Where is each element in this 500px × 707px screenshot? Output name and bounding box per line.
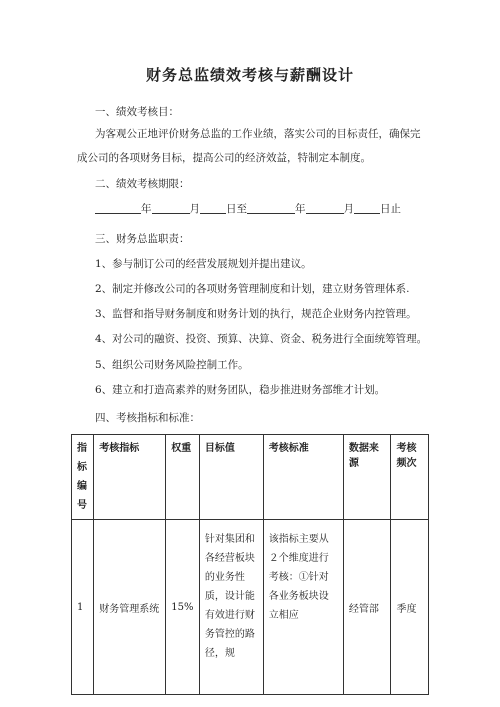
- period-label: 月: [189, 203, 200, 215]
- day-blank[interactable]: [354, 201, 380, 214]
- section1-paragraph: 为客观公正地评价财务总监的工作业绩，落实公司的目标责任，确保完成公司的各项财务目标，提高公司的经济效益，特制定本制度。: [77, 128, 421, 164]
- duty-item: 5、组织公司财务风险控制工作。: [95, 359, 249, 371]
- period-label: 日至: [226, 203, 247, 215]
- month-blank[interactable]: [152, 201, 190, 214]
- month-blank[interactable]: [306, 201, 344, 214]
- cell-frequency: 季度: [391, 520, 429, 695]
- table-row: [72, 520, 429, 695]
- duty-item: 6、建立和打造高素养的财务团队，稳步推进财务部维才计划。: [95, 384, 386, 396]
- cell-source: 经管部: [343, 520, 391, 695]
- day-blank[interactable]: [200, 201, 226, 214]
- header-indicator: 考核指标: [94, 435, 166, 520]
- duty-item: 1、参与制订公司的经营发展规划并提出建议。: [95, 258, 312, 270]
- header-weight: 权重: [166, 435, 200, 520]
- header-source: 数据来源: [343, 435, 391, 520]
- year-blank[interactable]: [95, 201, 141, 214]
- kpi-table: [71, 434, 429, 695]
- cell-standard: 该指标主要从２个维度进行考核：①针对各业务板块设立相应: [263, 520, 343, 695]
- cell-code: 1: [72, 520, 94, 695]
- period-label: 年: [295, 203, 306, 215]
- period-label: 日止: [380, 203, 401, 215]
- section3-heading: 三、财务总监职责：: [95, 233, 190, 245]
- document-title: 财务总监绩效考核与薪酬设计: [145, 66, 354, 84]
- header-target: 目标值: [199, 435, 263, 520]
- assessment-period-line: [95, 201, 401, 216]
- header-frequency: 考核频次: [391, 435, 429, 520]
- period-label: 年: [141, 203, 152, 215]
- cell-indicator: 财务管理系统: [94, 520, 166, 695]
- duty-item: 4、对公司的融资、投资、预算、决算、资金、税务进行全面统筹管理。: [95, 333, 428, 345]
- period-label: 月: [343, 203, 354, 215]
- table-header-row: [72, 435, 429, 520]
- cell-weight: 15%: [166, 520, 200, 695]
- duty-item: 2、制定并修改公司的各项财务管理制度和计划，建立财务管理体系.: [95, 283, 410, 295]
- section1-heading: 一、绩效考核目：: [95, 106, 179, 118]
- header-code: 指标编号: [72, 435, 94, 520]
- year-blank[interactable]: [247, 201, 295, 214]
- section2-heading: 二、绩效考核期限：: [95, 178, 190, 190]
- cell-target: 针对集团和各经营板块的业务性质，设计能有效进行财务管控的路径，规: [199, 520, 263, 695]
- duty-item: 3、监督和指导财务制度和财务计划的执行，规范企业财务内控管理。: [95, 308, 417, 320]
- header-standard: 考核标准: [263, 435, 343, 520]
- section4-heading: 四、考核指标和标准：: [95, 412, 200, 424]
